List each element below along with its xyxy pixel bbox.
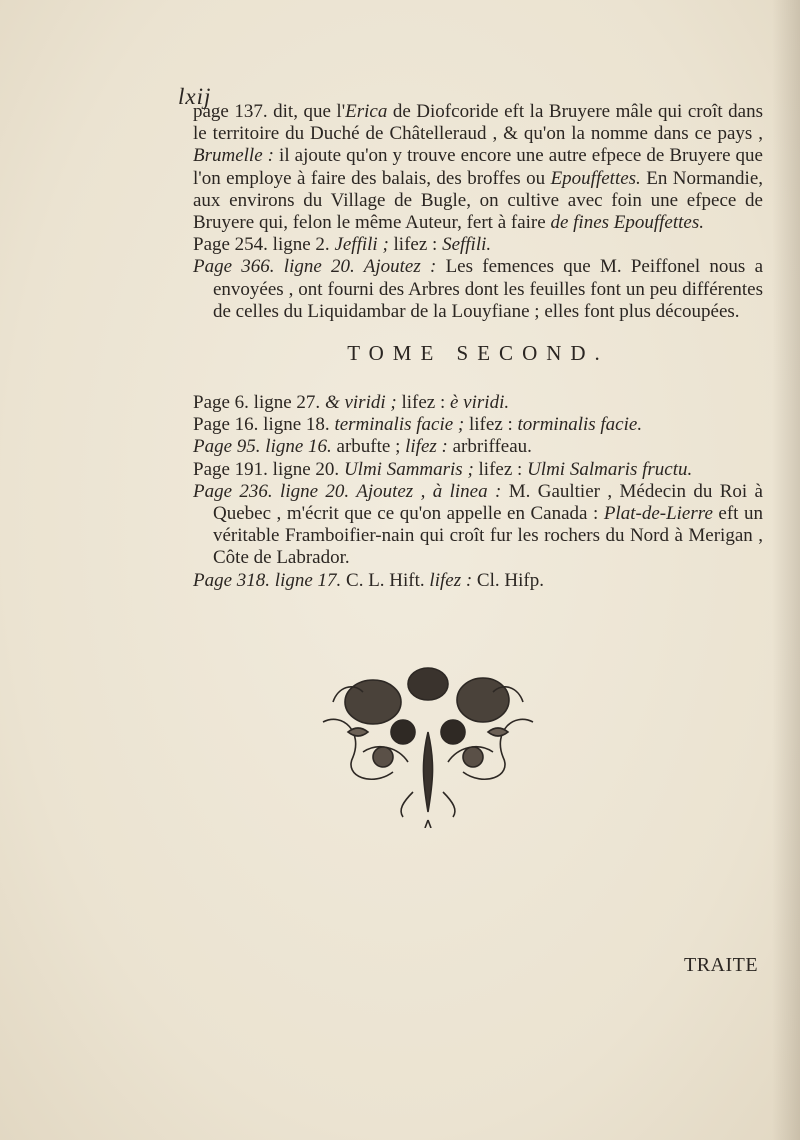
roman-text: Page 16. ligne 18. xyxy=(193,414,335,436)
italic-text: è viridi. xyxy=(450,392,510,413)
roman-text: page 137. dit, que l' xyxy=(193,101,346,122)
italic-text: torminalis facie. xyxy=(517,414,643,436)
roman-text: arbriffeau. xyxy=(447,436,532,458)
roman-text: de Diofcoride eft la Bruyere mâle qui croît dans le territoire du Duché de Châtelleraud , & qu'on la nomme dans ce pays , xyxy=(193,101,763,145)
roman-text: lifez : xyxy=(464,414,518,436)
italic-text: Plat-de-Lierre xyxy=(603,503,713,525)
italic-text: Epouffettes. xyxy=(550,167,641,189)
floral-vignette xyxy=(303,662,553,828)
italic-text: Brumelle : xyxy=(193,145,275,167)
italic-text: Seffili. xyxy=(442,234,492,256)
errata-block-tome-2 xyxy=(193,392,763,592)
italic-text: Page 318. ligne 17. xyxy=(193,569,342,591)
italic-text: lifez : xyxy=(405,436,448,458)
italic-text: Ulmi Sammaris ; xyxy=(343,458,474,480)
italic-text: Ulmi Salmaris fructu. xyxy=(527,458,693,480)
errata-entry xyxy=(193,414,763,436)
roman-text: M. Gaultier , Médecin du Roi à Quebec , m'écrit que ce qu'on appelle en Canada : xyxy=(213,480,763,525)
roman-text: arbufte ; xyxy=(331,436,406,458)
errata-entry xyxy=(193,436,763,458)
roman-text: C. L. Hift. xyxy=(341,569,430,591)
roman-text: Cl. Hifp. xyxy=(472,569,544,591)
roman-text: Page 191. ligne 20. xyxy=(193,458,344,480)
page-number: lxij xyxy=(178,84,212,109)
roman-text: En Normandie, aux environs du Village de Bugle, on cultive avec foin une efpece de Bruyere qui, felon le même Auteur, fert à faire xyxy=(193,167,764,234)
italic-text: Page 95. ligne 16. xyxy=(193,436,332,458)
roman-text: lifez : xyxy=(396,392,450,413)
roman-text: lifez : xyxy=(388,234,443,256)
errata-entry xyxy=(193,459,763,481)
roman-text: Page 254. ligne 2. xyxy=(193,234,335,256)
roman-text: il ajoute qu'on y trouve encore une autre efpece de Bruyere que l'on employe à faire des balais, des broffes ou xyxy=(193,145,763,189)
italic-text: Page 366. ligne 20. Ajoutez : xyxy=(193,256,437,278)
italic-text: terminalis facie ; xyxy=(334,414,465,436)
errata-entry xyxy=(193,101,763,234)
errata-entry xyxy=(193,234,763,256)
roman-text: eft un véritable Framboifier-nain qui croît fur les rochers du Nord à Merigan , Côte de Labrador. xyxy=(213,503,763,569)
italic-text: Erica xyxy=(345,101,388,122)
errata-block-tome-1 xyxy=(193,101,763,323)
italic-text: lifez : xyxy=(429,569,473,591)
italic-text: Jeffili ; xyxy=(334,234,389,256)
errata-entry xyxy=(193,392,763,414)
section-title: TOME SECOND. xyxy=(347,341,609,365)
roman-text: lifez : xyxy=(473,458,528,480)
italic-text: & viridi ; xyxy=(324,392,397,413)
italic-text: Page 236. ligne 20. Ajoutez , à linea : xyxy=(193,480,502,502)
errata-entry xyxy=(193,256,763,323)
errata-entry xyxy=(193,481,763,570)
errata-entry xyxy=(193,570,763,592)
roman-text: Les femences que M. Peiffonel nous a envoyées , ont fourni des Arbres dont les feuilles font un peu différentes de celles du Liquidambar de la Louyfiane ; elles font plus découpées. xyxy=(213,256,763,322)
catchword: TRAITE xyxy=(684,954,759,976)
italic-text: de fines Epouffettes. xyxy=(550,212,705,234)
page-edge-shadow xyxy=(772,0,800,1140)
roman-text: Page 6. ligne 27. xyxy=(193,392,325,413)
